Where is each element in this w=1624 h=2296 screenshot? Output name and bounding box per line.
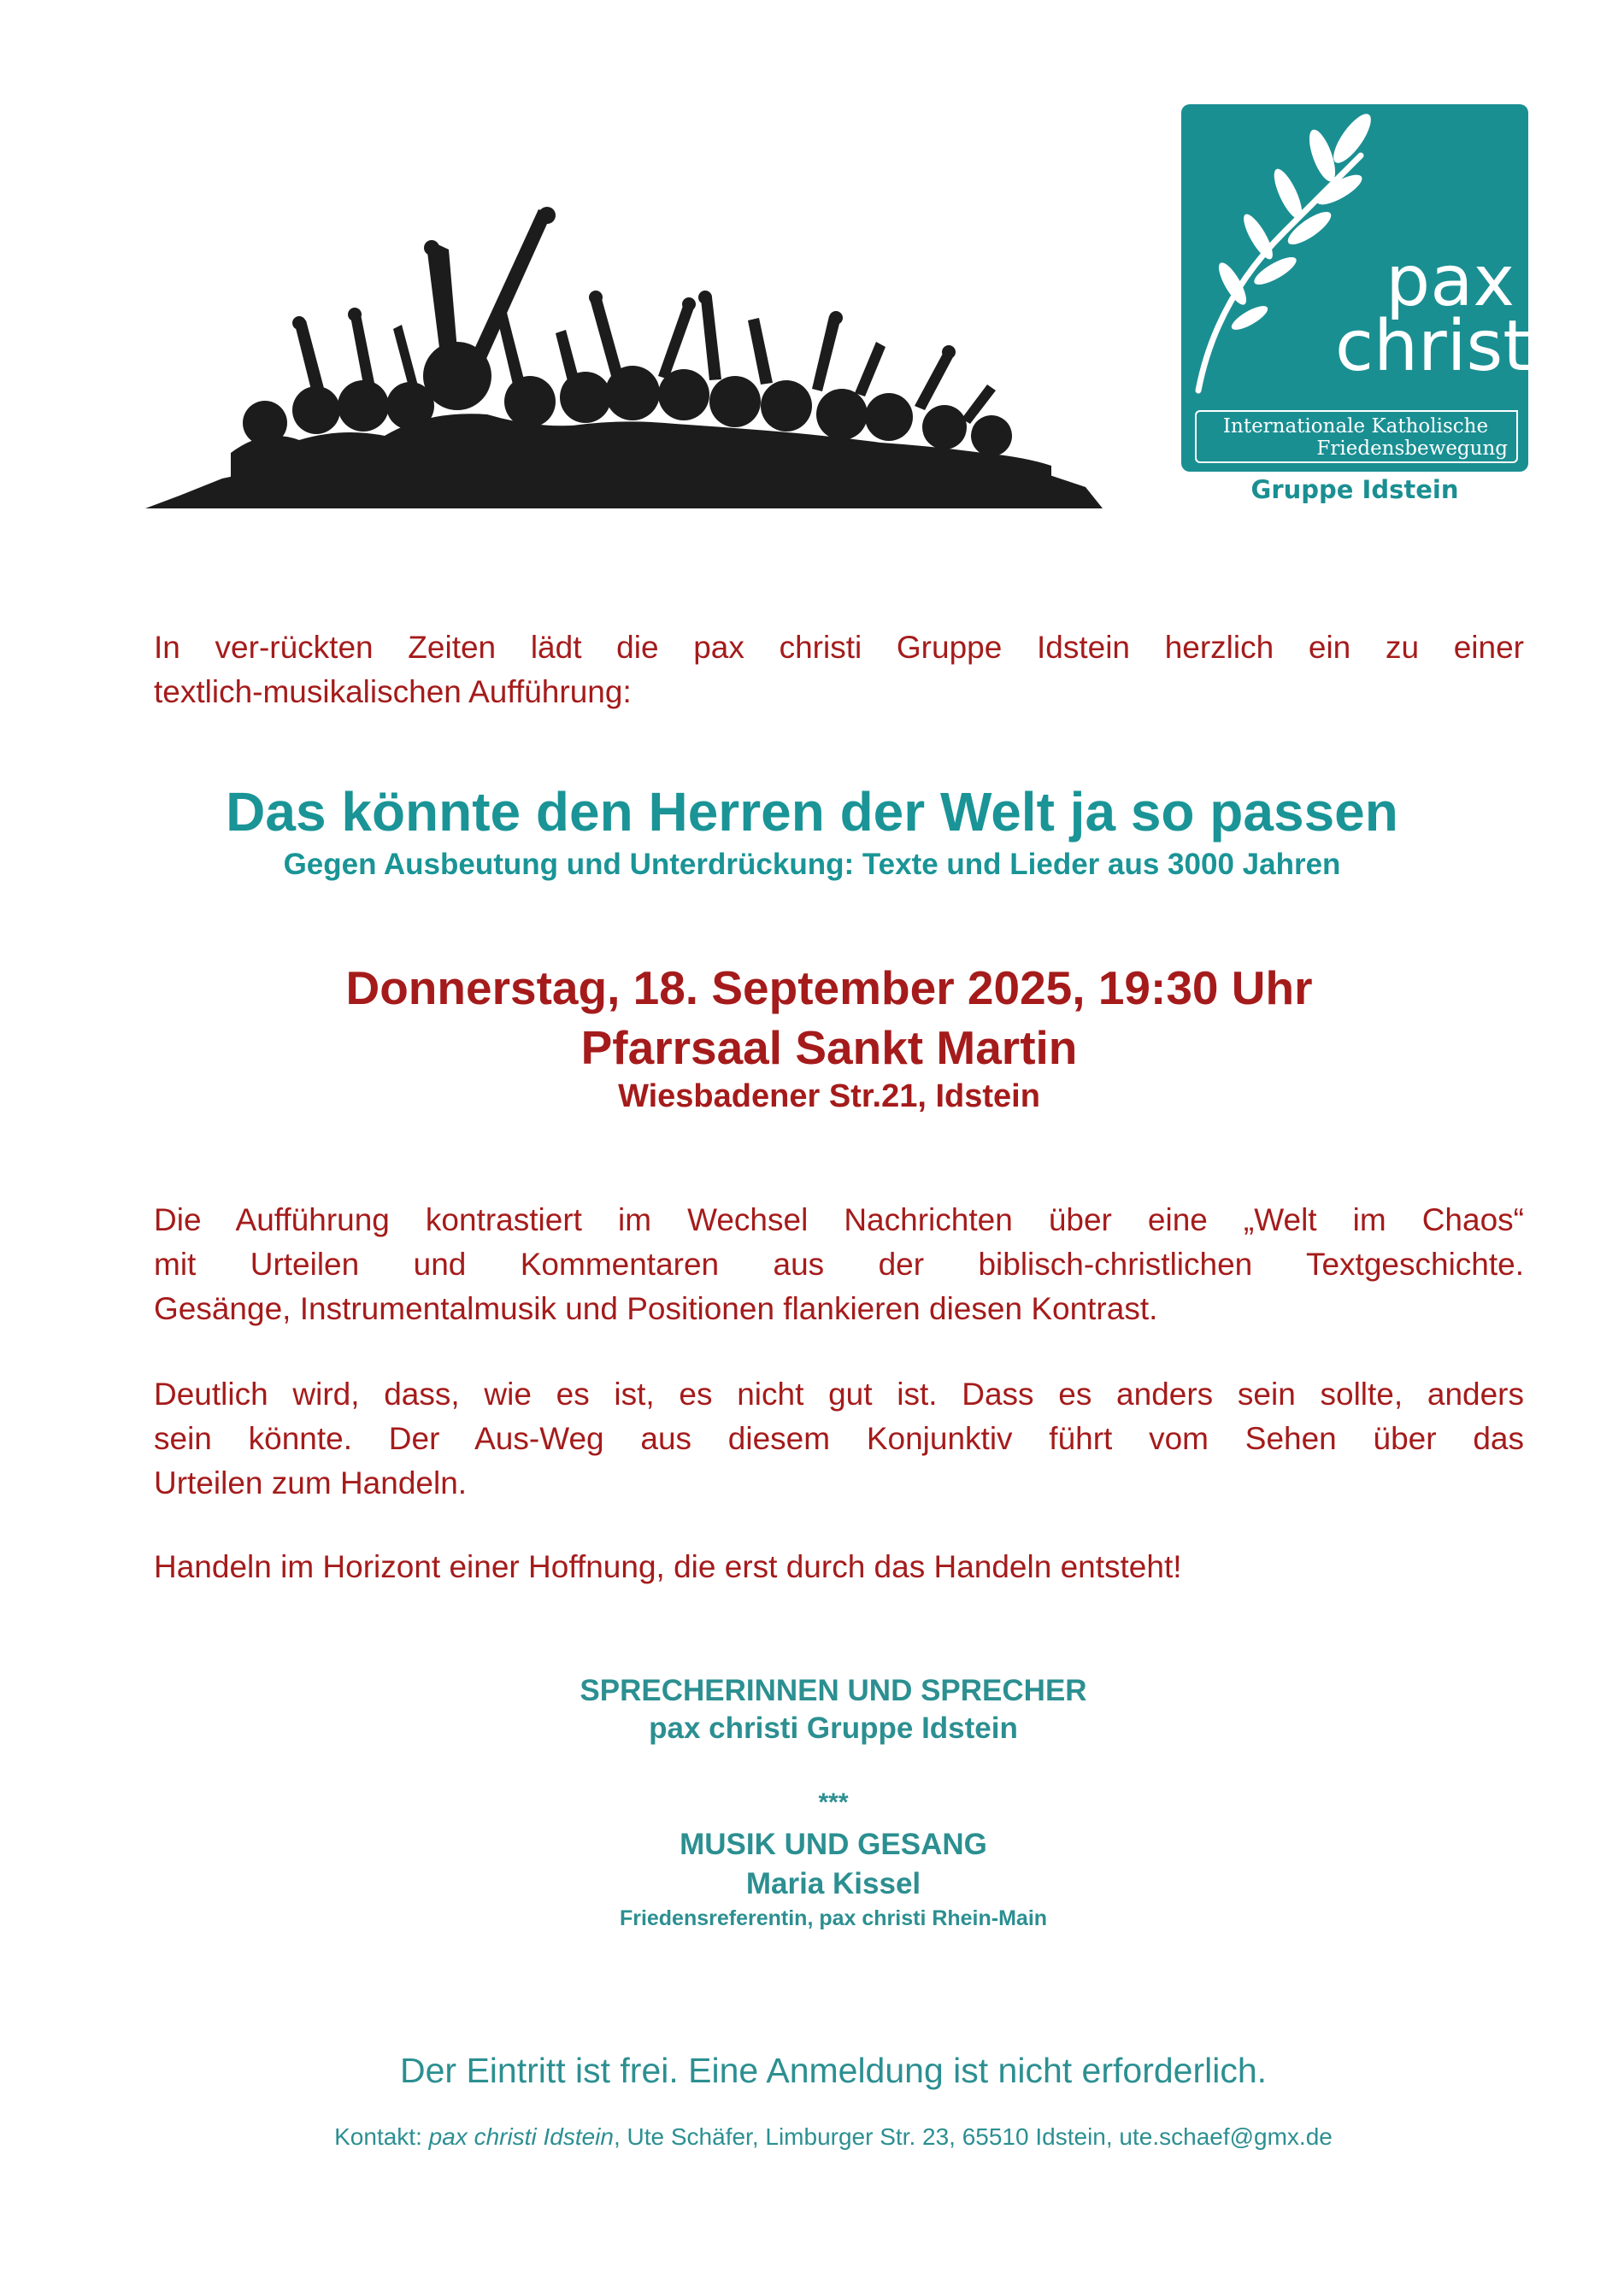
description-line: mit Urteilen und Kommentaren aus der biblisch-christlichen Textgeschichte. bbox=[154, 1247, 1524, 1282]
description-paragraph-1 bbox=[154, 1198, 1524, 1331]
credits-separator: *** bbox=[818, 1788, 849, 1817]
event-subtitle: Gegen Ausbeutung und Unterdrückung: Texte und Lieder aus 3000 Jahren bbox=[283, 848, 1341, 881]
description-line: Urteilen zum Handeln. bbox=[154, 1465, 468, 1500]
contact-details: , Ute Schäfer, Limburger Str. 23, 65510 Idstein, ute.schaef@gmx.de bbox=[613, 2123, 1333, 2150]
intro-line-2: textlich-musikalischen Aufführung: bbox=[154, 674, 632, 709]
logo-wordmark bbox=[1335, 241, 1550, 387]
logo-group-name: Gruppe Idstein bbox=[1250, 475, 1459, 504]
description-line: sein könnte. Der Aus-Weg aus diesem Konjunktiv führt vom Sehen über das bbox=[154, 1421, 1524, 1456]
description-paragraph-3 bbox=[154, 1545, 1524, 1589]
description-paragraph-2 bbox=[154, 1372, 1524, 1506]
logo-subtitle bbox=[1200, 415, 1511, 460]
description-line: Die Aufführung kontrastiert im Wechsel Nachrichten über eine „Welt im Chaos“ bbox=[154, 1202, 1524, 1237]
intro-text bbox=[154, 625, 1524, 714]
musician-name: Maria Kissel bbox=[745, 1867, 921, 1900]
description-line: Gesänge, Instrumentalmusik und Positionen flankieren diesen Kontrast. bbox=[154, 1291, 1158, 1326]
logo-subtitle-line1: Internationale Katholische bbox=[1222, 415, 1489, 437]
intro-line-1: In ver-rückten Zeiten lädt die pax christi Gruppe Idstein herzlich ein zu einer bbox=[154, 630, 1524, 665]
logo-word-pax: pax bbox=[1386, 241, 1515, 322]
crowd-silhouette-image bbox=[145, 171, 1103, 513]
event-date: Donnerstag, 18. September 2025, 19:30 Uhr bbox=[345, 961, 1313, 1014]
event-title: Das könnte den Herren der Welt ja so passen bbox=[226, 781, 1398, 843]
contact-organization: pax christi Idstein bbox=[428, 2123, 614, 2150]
music-heading: MUSIK UND GESANG bbox=[680, 1828, 987, 1861]
description-line: Deutlich wird, dass, wie es ist, es nicht gut ist. Dass es anders sein sollte, anders bbox=[154, 1377, 1524, 1412]
speakers-name: pax christi Gruppe Idstein bbox=[649, 1712, 1018, 1745]
musician-role: Friedensreferentin, pax christi Rhein-Main bbox=[619, 1906, 1048, 1930]
logo-word-christi: christi bbox=[1335, 306, 1550, 387]
speakers-heading: SPRECHERINNEN UND SPRECHER bbox=[580, 1674, 1087, 1707]
description-line: Handeln im Horizont einer Hoffnung, die erst durch das Handeln entsteht! bbox=[154, 1549, 1182, 1584]
contact-line bbox=[0, 2121, 1624, 2153]
admission-note: Der Eintritt ist frei. Eine Anmeldung ist nicht erforderlich. bbox=[399, 2051, 1268, 2090]
contact-label: Kontakt: bbox=[334, 2123, 429, 2150]
pax-christi-logo bbox=[1181, 104, 1550, 472]
logo-subtitle-line2: Friedensbewegung bbox=[1316, 437, 1508, 460]
event-address: Wiesbadener Str.21, Idstein bbox=[618, 1078, 1040, 1114]
event-place: Pfarrsaal Sankt Martin bbox=[580, 1021, 1078, 1074]
